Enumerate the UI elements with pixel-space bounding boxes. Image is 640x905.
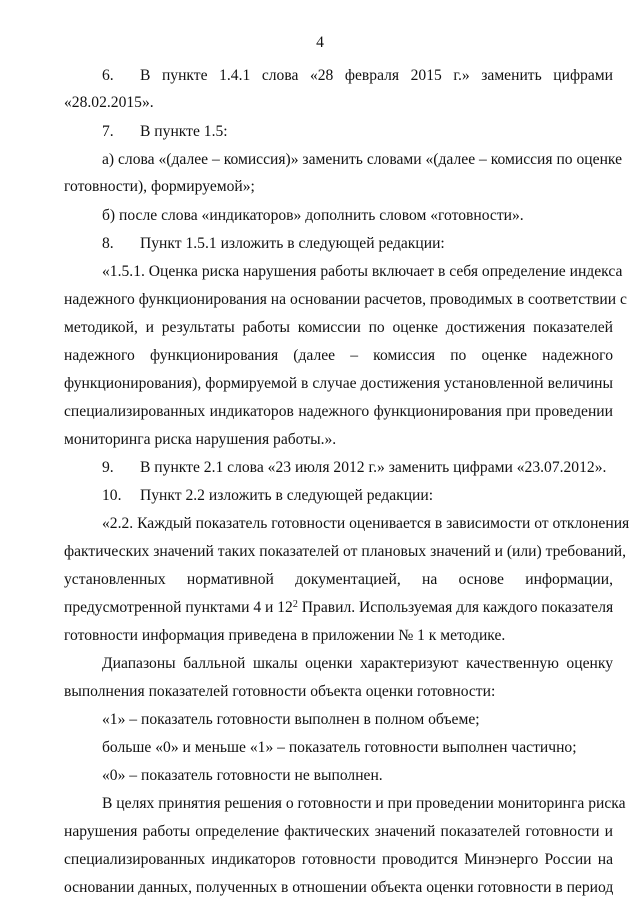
item-6-number: 6. bbox=[102, 67, 114, 84]
quote-151-line-3: методикой, и результаты работы комиссии по оценке достижения показателей bbox=[64, 319, 613, 336]
quote-151-line-1: «1.5.1. Оценка риска нарушения работы включает в себя определение индекса bbox=[102, 263, 623, 280]
scale-line-1: Диапазоны балльной шкалы оценки характеризуют качественную оценку bbox=[102, 655, 613, 672]
scale-line-2: выполнения показателей готовности объекта оценки готовности: bbox=[64, 683, 496, 700]
item-8 bbox=[102, 234, 640, 254]
quote-22-line-2: фактических значений таких показателей от плановых значений и (или) требований, bbox=[64, 543, 627, 560]
quote-151-line-4: надежного функционирования (далее – комиссия по оценке надежного bbox=[64, 347, 613, 364]
quote-151-line-7: мониторинга риска нарушения работы.». bbox=[64, 431, 337, 448]
item-9-text: В пункте 2.1 слова «23 июля 2012 г.» заменить цифрами «23.07.2012». bbox=[140, 459, 607, 476]
item-7a-line-2: готовности), формируемой»; bbox=[64, 178, 255, 195]
item-6-line-2: «28.02.2015». bbox=[64, 94, 154, 111]
quote-151-line-5: функционирования), формируемой в случае достижения установленной величины bbox=[64, 375, 613, 392]
scale-item-2: больше «0» и меньше «1» – показатель готовности выполнен частично; bbox=[102, 739, 577, 756]
final-line-4: основании данных, полученных в отношении объекта оценки готовности в период bbox=[64, 879, 614, 896]
page-number: 4 bbox=[316, 34, 324, 51]
superscript: 2 bbox=[292, 599, 298, 610]
item-7a-line-1: а) слова «(далее – комиссия)» заменить словами «(далее – комиссия по оценке bbox=[102, 151, 623, 168]
scale-item-1: «1» – показатель готовности выполнен в полном объеме; bbox=[102, 711, 480, 728]
quote-22-line-4-end: Правил. Используемая для каждого показателя bbox=[297, 599, 614, 616]
final-line-1: В целях принятия решения о готовности и при проведении мониторинга риска bbox=[102, 795, 626, 812]
item-10-number: 10. bbox=[102, 487, 122, 504]
item-7-text: В пункте 1.5: bbox=[140, 123, 228, 140]
final-line-2: нарушения работы определение фактических значений показателей готовности и bbox=[64, 823, 613, 840]
item-10 bbox=[102, 486, 640, 506]
quote-22-line-5: готовности информация приведена в приложении № 1 к методике. bbox=[64, 627, 506, 644]
item-7b: б) после слова «индикаторов» дополнить словом «готовности». bbox=[102, 207, 524, 224]
item-9-number: 9. bbox=[102, 459, 114, 476]
item-6-line-1 bbox=[102, 66, 613, 86]
quote-151-line-6: специализированных индикаторов надежного функционирования при проведении bbox=[64, 403, 613, 420]
item-9 bbox=[102, 458, 640, 478]
quote-22-line-4-start: предусмотренной пунктами 4 и 12 bbox=[64, 599, 293, 616]
item-8-number: 8. bbox=[102, 235, 114, 252]
quote-22-line-1: «2.2. Каждый показатель готовности оценивается в зависимости от отклонения bbox=[102, 515, 630, 532]
item-10-text: Пункт 2.2 изложить в следующей редакции: bbox=[140, 487, 434, 504]
quote-151-line-2: надежного функционирования на основании расчетов, проводимых в соответствии с bbox=[64, 291, 627, 308]
item-7-number: 7. bbox=[102, 123, 114, 140]
quote-22-line-4 bbox=[64, 598, 613, 618]
quote-22-line-3: установленных нормативной документацией, на основе информации, bbox=[64, 571, 613, 588]
item-7 bbox=[102, 122, 640, 142]
item-6-text: В пункте 1.4.1 слова «28 февраля 2015 г.» заменить цифрами bbox=[140, 67, 613, 84]
scale-item-3: «0» – показатель готовности не выполнен. bbox=[102, 767, 383, 784]
item-8-text: Пункт 1.5.1 изложить в следующей редакции: bbox=[140, 235, 445, 252]
final-line-3: специализированных индикаторов готовности проводится Минэнерго России на bbox=[64, 851, 613, 868]
